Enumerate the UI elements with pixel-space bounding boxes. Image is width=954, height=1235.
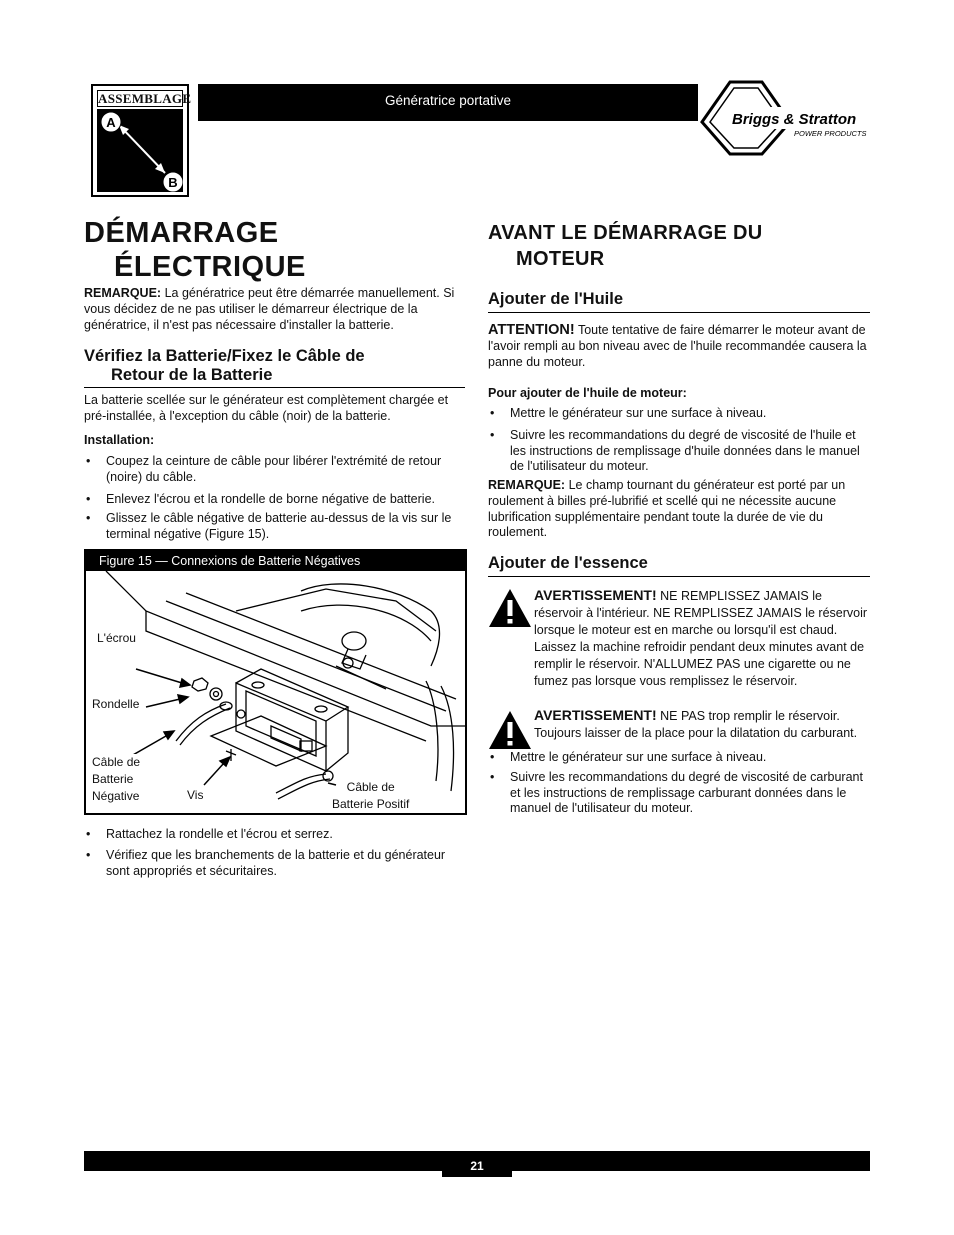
right-remark-paragraph (488, 478, 870, 541)
briggs-stratton-logo (700, 78, 872, 156)
battery-heading (84, 347, 465, 388)
warning-2-paragraph (534, 707, 872, 742)
battery-heading-line-1: Vérifiez la Batterie/Fixez le Câble de (84, 347, 365, 365)
assemblage-label: ASSEMBLAGE (98, 91, 192, 106)
remark-label: REMARQUE: (84, 286, 162, 300)
list-item: • Mettre le générateur sur une surface à niveau. (488, 406, 870, 422)
right-remark-label: REMARQUE: (488, 478, 566, 492)
after-install-list (84, 827, 466, 885)
battery-connection-drawing (86, 571, 465, 813)
list-item: • Coupez la ceinture de câble pour libérer l'extrémité de retour (noire) du câble. (84, 454, 466, 486)
label-pos-line-2: Batterie Positif (332, 797, 410, 811)
a-b-arrow-icon (97, 109, 183, 192)
warning-2-label: AVERTISSEMENT! (534, 707, 657, 723)
attention-paragraph (488, 323, 870, 370)
right-remark-text: Le champ tournant du générateur est porté par un roulement à billes pré-lubrifié et scellé qui ne nécessite aucune lubrification supplémentaire pendant toute la durée de vie du roulement. (488, 478, 846, 540)
section-title-line-2: MOTEUR (516, 248, 605, 270)
label-screw: Vis (187, 788, 204, 802)
remark-text: La génératrice peut être démarrée manuellement. Si vous décidez de ne pas utiliser le démarreur électrique de la génératrice, il n'est pas nécessaire d'installer la batterie. (84, 286, 455, 332)
point-b-label: B (168, 175, 178, 190)
label-pos-line-1: Câble de (346, 780, 395, 794)
point-a-label: A (106, 115, 116, 130)
brand-name: Briggs & Stratton (732, 111, 857, 128)
label-neg-line-2: Batterie (92, 772, 134, 786)
attention-text: Toute tentative de faire démarrer le moteur avant de l'avoir rempli au bon niveau avec de l'huile recommandée causera la panne du moteur. (488, 323, 867, 369)
section-title-line-1: AVANT LE DÉMARRAGE DU (488, 222, 763, 244)
installation-list (84, 454, 466, 549)
label-positive-cable (332, 779, 409, 813)
fuel-heading: Ajouter de l'essence (488, 554, 870, 577)
battery-heading-line-2: Retour de la Batterie (111, 366, 273, 384)
battery-paragraph: La batterie scellée sur le générateur est complètement chargée et pré-installée, à l'exception du câble (noir) de la batterie. (84, 393, 449, 423)
remark-paragraph (84, 286, 464, 333)
label-negative-cable (92, 754, 140, 805)
list-item: • Suivre les recommandations du degré de viscosité de carburant et les instructions de remplissage carburant données dans le manuel de l'utilisateur du moteur. (488, 770, 870, 817)
list-item: • Vérifiez que les branchements de la batterie et du générateur sont appropriés et sécuritaires. (84, 848, 466, 880)
label-nut: L'écrou (97, 631, 136, 645)
fuel-steps-list (488, 750, 870, 823)
page-number: 21 (442, 1151, 512, 1177)
warning-1-paragraph (534, 587, 872, 690)
oil-sub-label: Pour ajouter de l'huile de moteur: (488, 386, 687, 400)
list-item: • Rattachez la rondelle et l'écrou et serrez. (84, 827, 466, 843)
logo-icon (700, 78, 872, 156)
figure-15 (84, 549, 467, 815)
label-neg-line-1: Câble de (92, 755, 141, 769)
label-washer: Rondelle (92, 697, 140, 711)
label-neg-line-3: Négative (92, 789, 140, 803)
title-line-1: DÉMARRAGE (84, 217, 279, 249)
installation-label: Installation: (84, 433, 155, 447)
list-item: • Suivre les recommandations du degré de viscosité de l'huile et les instructions de remplissage d'huile données dans le manuel de l'utilisateur du moteur. (488, 428, 870, 475)
warning-1-label: AVERTISSEMENT! (534, 587, 657, 603)
warning-icon (488, 710, 532, 750)
brand-sub: POWER PRODUCTS (794, 129, 867, 138)
warning-1-text: NE REMPLISSEZ JAMAIS le réservoir à l'intérieur. NE REMPLISSEZ JAMAIS le réservoir lorsque le moteur est en marche ou lorsqu'il est chaud. Laissez la machine refroidir pendant deux minutes avant de remplir le réservoir. N'ALLUMEZ PAS une cigarette ou ne fumez pas lorsque vous remplissez le réservoir. (534, 589, 868, 688)
header-bar: Génératrice portative (198, 84, 698, 121)
list-item: • Mettre le générateur sur une surface à niveau. (488, 750, 870, 766)
list-item: • Glissez le câble négative de batterie au-dessus de la vis sur le terminal négative (Figure 15). (84, 511, 466, 543)
title-line-2: ÉLECTRIQUE (114, 251, 306, 283)
page-title (84, 216, 464, 284)
warning-icon (488, 588, 532, 628)
attention-label: ATTENTION! (488, 322, 575, 338)
oil-heading: Ajouter de l'Huile (488, 290, 870, 313)
list-item: • Enlevez l'écrou et la rondelle de borne négative de batterie. (84, 492, 466, 508)
figure-caption: Figure 15 — Connexions de Batterie Négatives (86, 551, 465, 571)
a-to-b-diagram (97, 109, 183, 192)
warning-2-text: NE PAS trop remplir le réservoir. Toujours laisser de la place pour la dilatation du carburant. (534, 709, 858, 740)
assemblage-icon (91, 84, 192, 197)
oil-steps-list (488, 406, 870, 481)
section-title (488, 220, 868, 272)
